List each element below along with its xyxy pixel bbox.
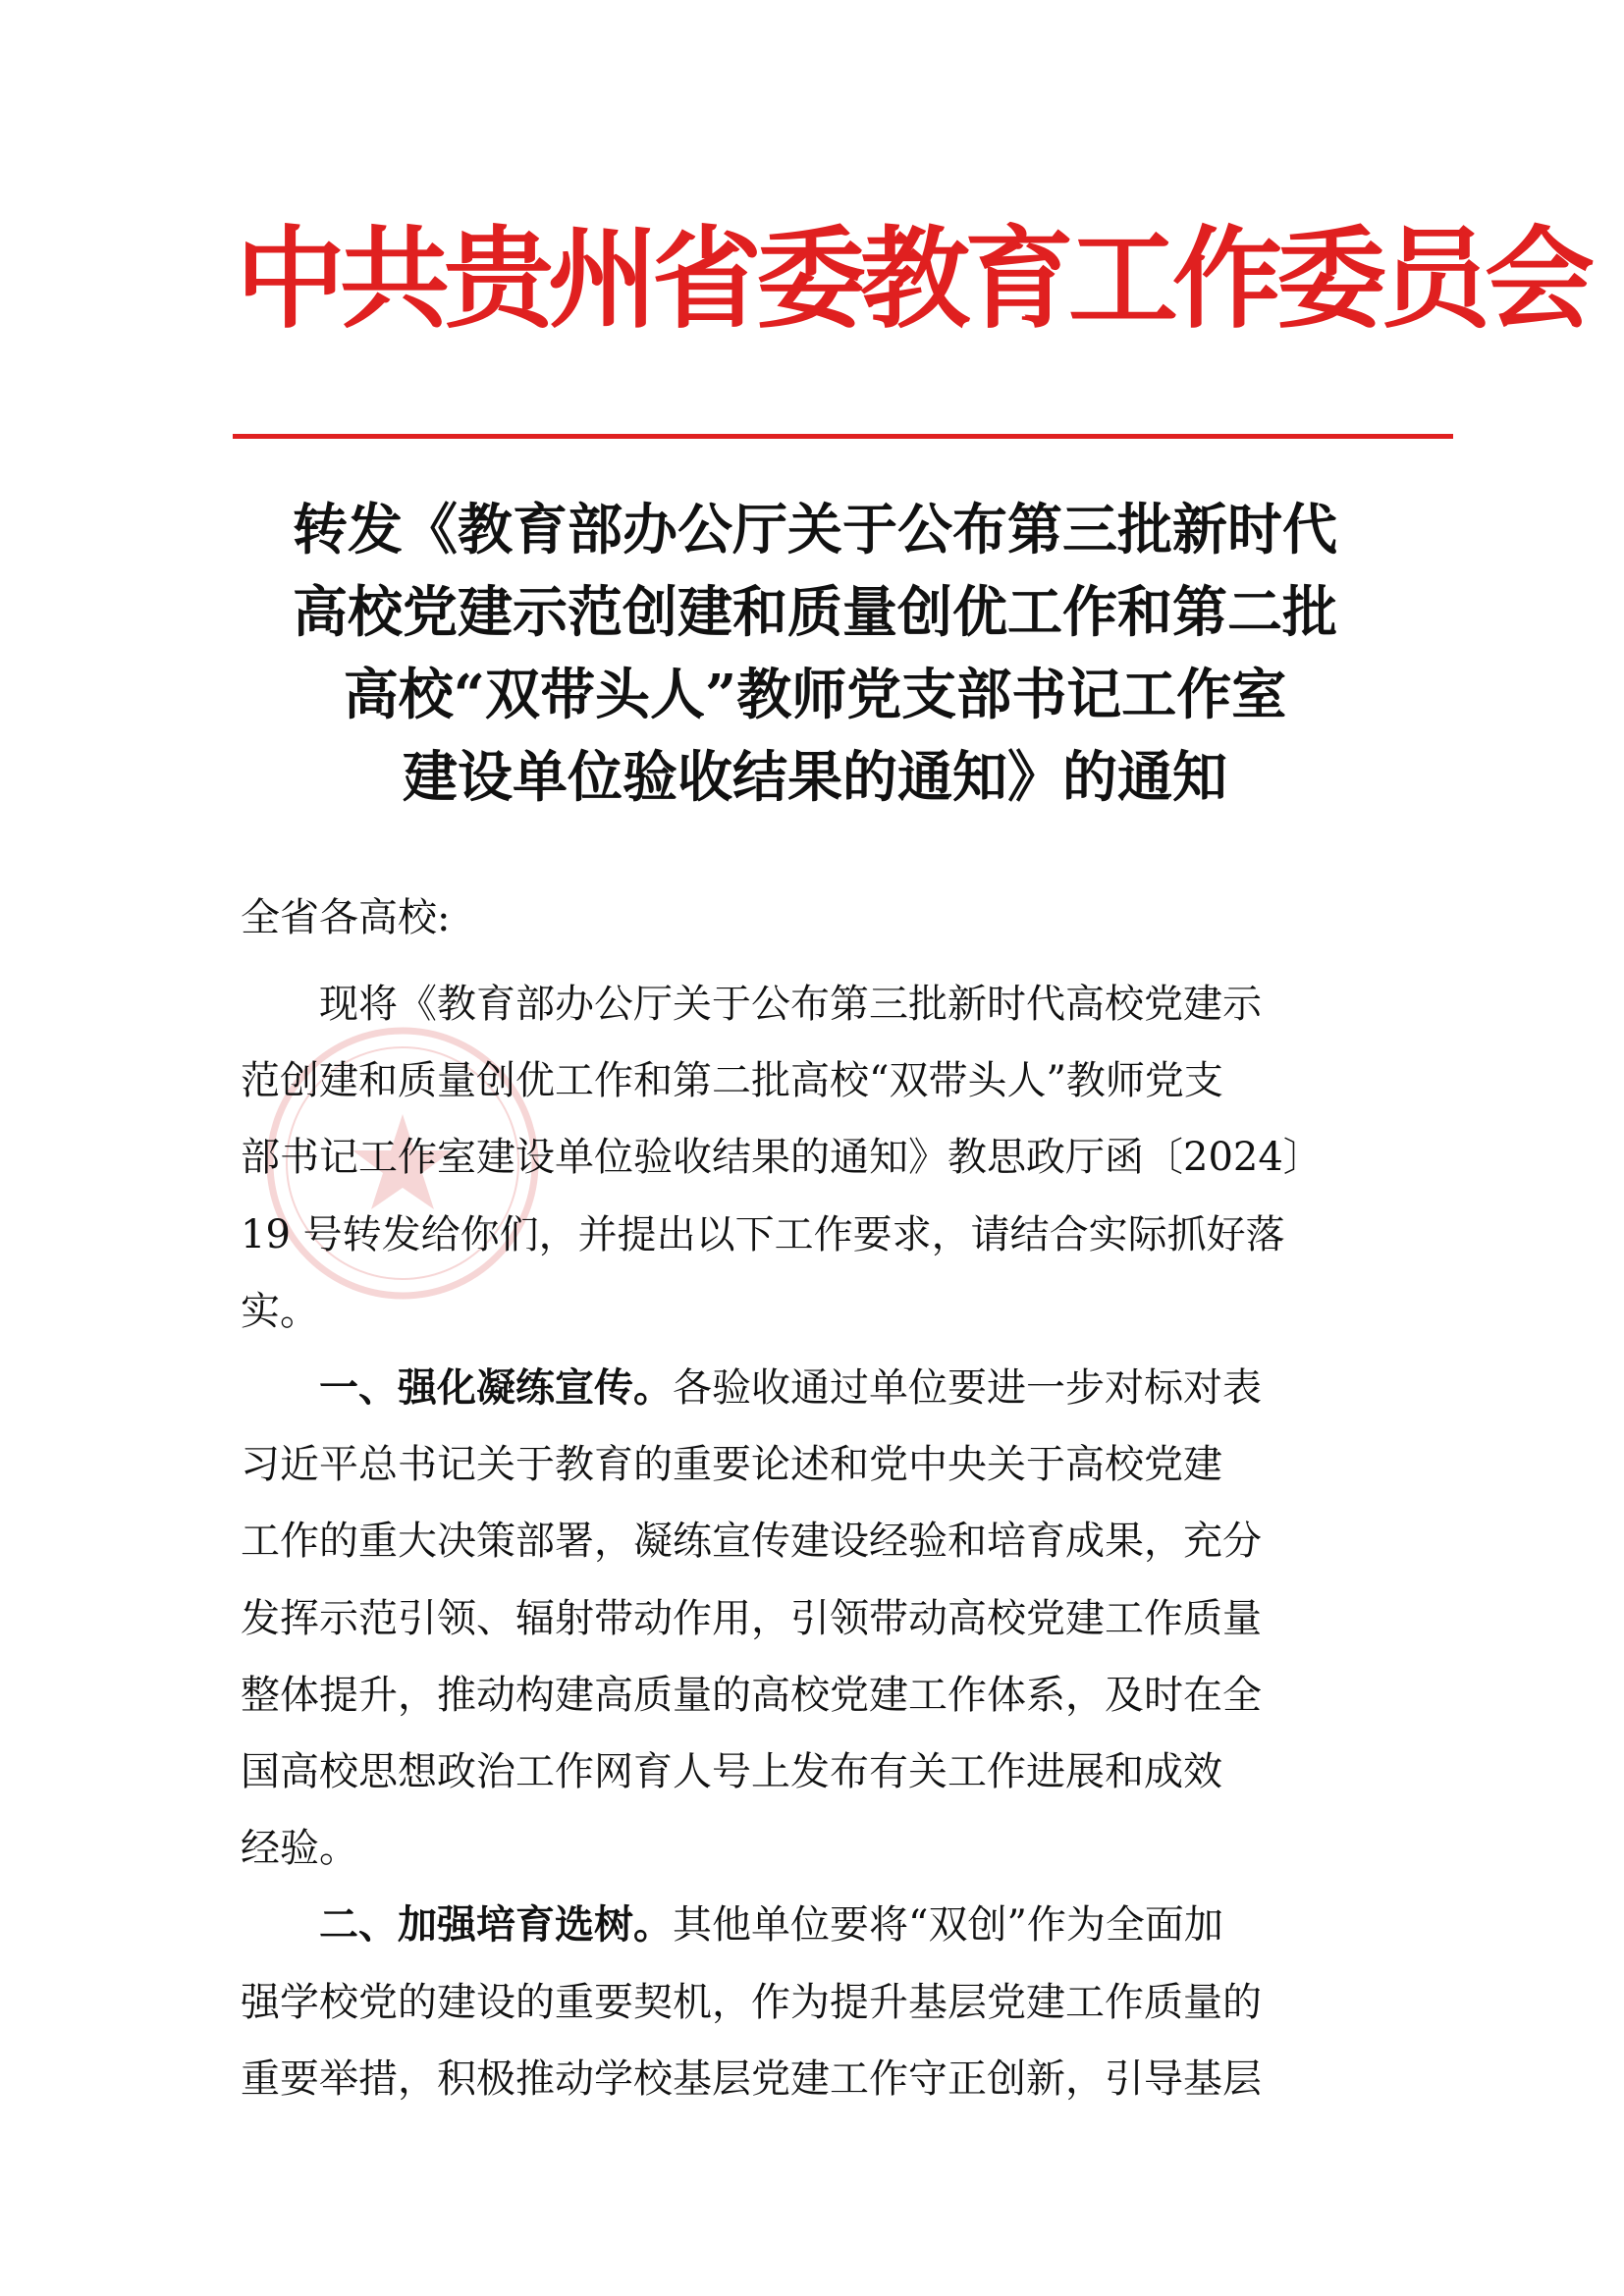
title-line: 转发《教育部办公厅关于公布第三批新时代 [293, 498, 1337, 562]
document-body [241, 966, 1380, 2117]
intro-line: 实。 [241, 1288, 319, 1334]
intro-line: 19 号转发给你们，并提出以下工作要求，请结合实际抓好落 [241, 1211, 1285, 1257]
section-2-heading: 二、加强培育选树。 [241, 1902, 673, 1949]
intro-line: 部书记工作室建设单位验收结果的通知》教思政厅函〔2024〕 [241, 1135, 1323, 1181]
issuer-header: 中共贵州省委教育工作委员会 [236, 216, 1589, 344]
title-line: 建设单位验收结果的通知》的通知 [403, 745, 1227, 810]
intro-line: 现将《教育部办公厅关于公布第三批新时代高校党建示 [241, 982, 1262, 1027]
section-2-line: 强学校党的建设的重要契机，作为提升基层党建工作质量的 [241, 1979, 1262, 2025]
section-2-first-text: 其他单位要将“双创”作为全面加 [673, 1902, 1223, 1949]
section-1-line: 国高校思想政治工作网育人号上发布有关工作进展和成效 [241, 1749, 1222, 1795]
title-line: 高校党建示范创建和质量创优工作和第二批 [293, 580, 1337, 645]
section-1-first-text: 各验收通过单位要进一步对标对表 [673, 1365, 1262, 1412]
section-1-line: 发挥示范引领、辐射带动作用，引领带动高校党建工作质量 [241, 1595, 1262, 1641]
section-1-line: 工作的重大决策部署，凝练宣传建设经验和培育成果，充分 [241, 1519, 1262, 1565]
section-1-line: 习近平总书记关于教育的重要论述和党中央关于高校党建 [241, 1442, 1222, 1488]
title-line: 高校“双带头人”教师党支部书记工作室 [343, 663, 1287, 727]
addressee-line: 全省各高校: [241, 895, 451, 940]
section-2-line: 重要举措，积极推动学校基层党建工作守正创新，引导基层 [241, 2056, 1262, 2102]
section-1-heading: 一、强化凝练宣传。 [241, 1365, 673, 1412]
document-title [241, 489, 1389, 819]
section-1-line: 经验。 [241, 1826, 358, 1872]
intro-line: 范创建和质量创优工作和第二批高校“双带头人”教师党支 [241, 1058, 1223, 1104]
section-2-first-line [241, 1887, 1380, 1963]
section-1-line: 整体提升，推动构建高质量的高校党建工作体系，及时在全 [241, 1672, 1262, 1718]
section-1-first-line [241, 1350, 1380, 1426]
red-divider-line [233, 434, 1453, 439]
